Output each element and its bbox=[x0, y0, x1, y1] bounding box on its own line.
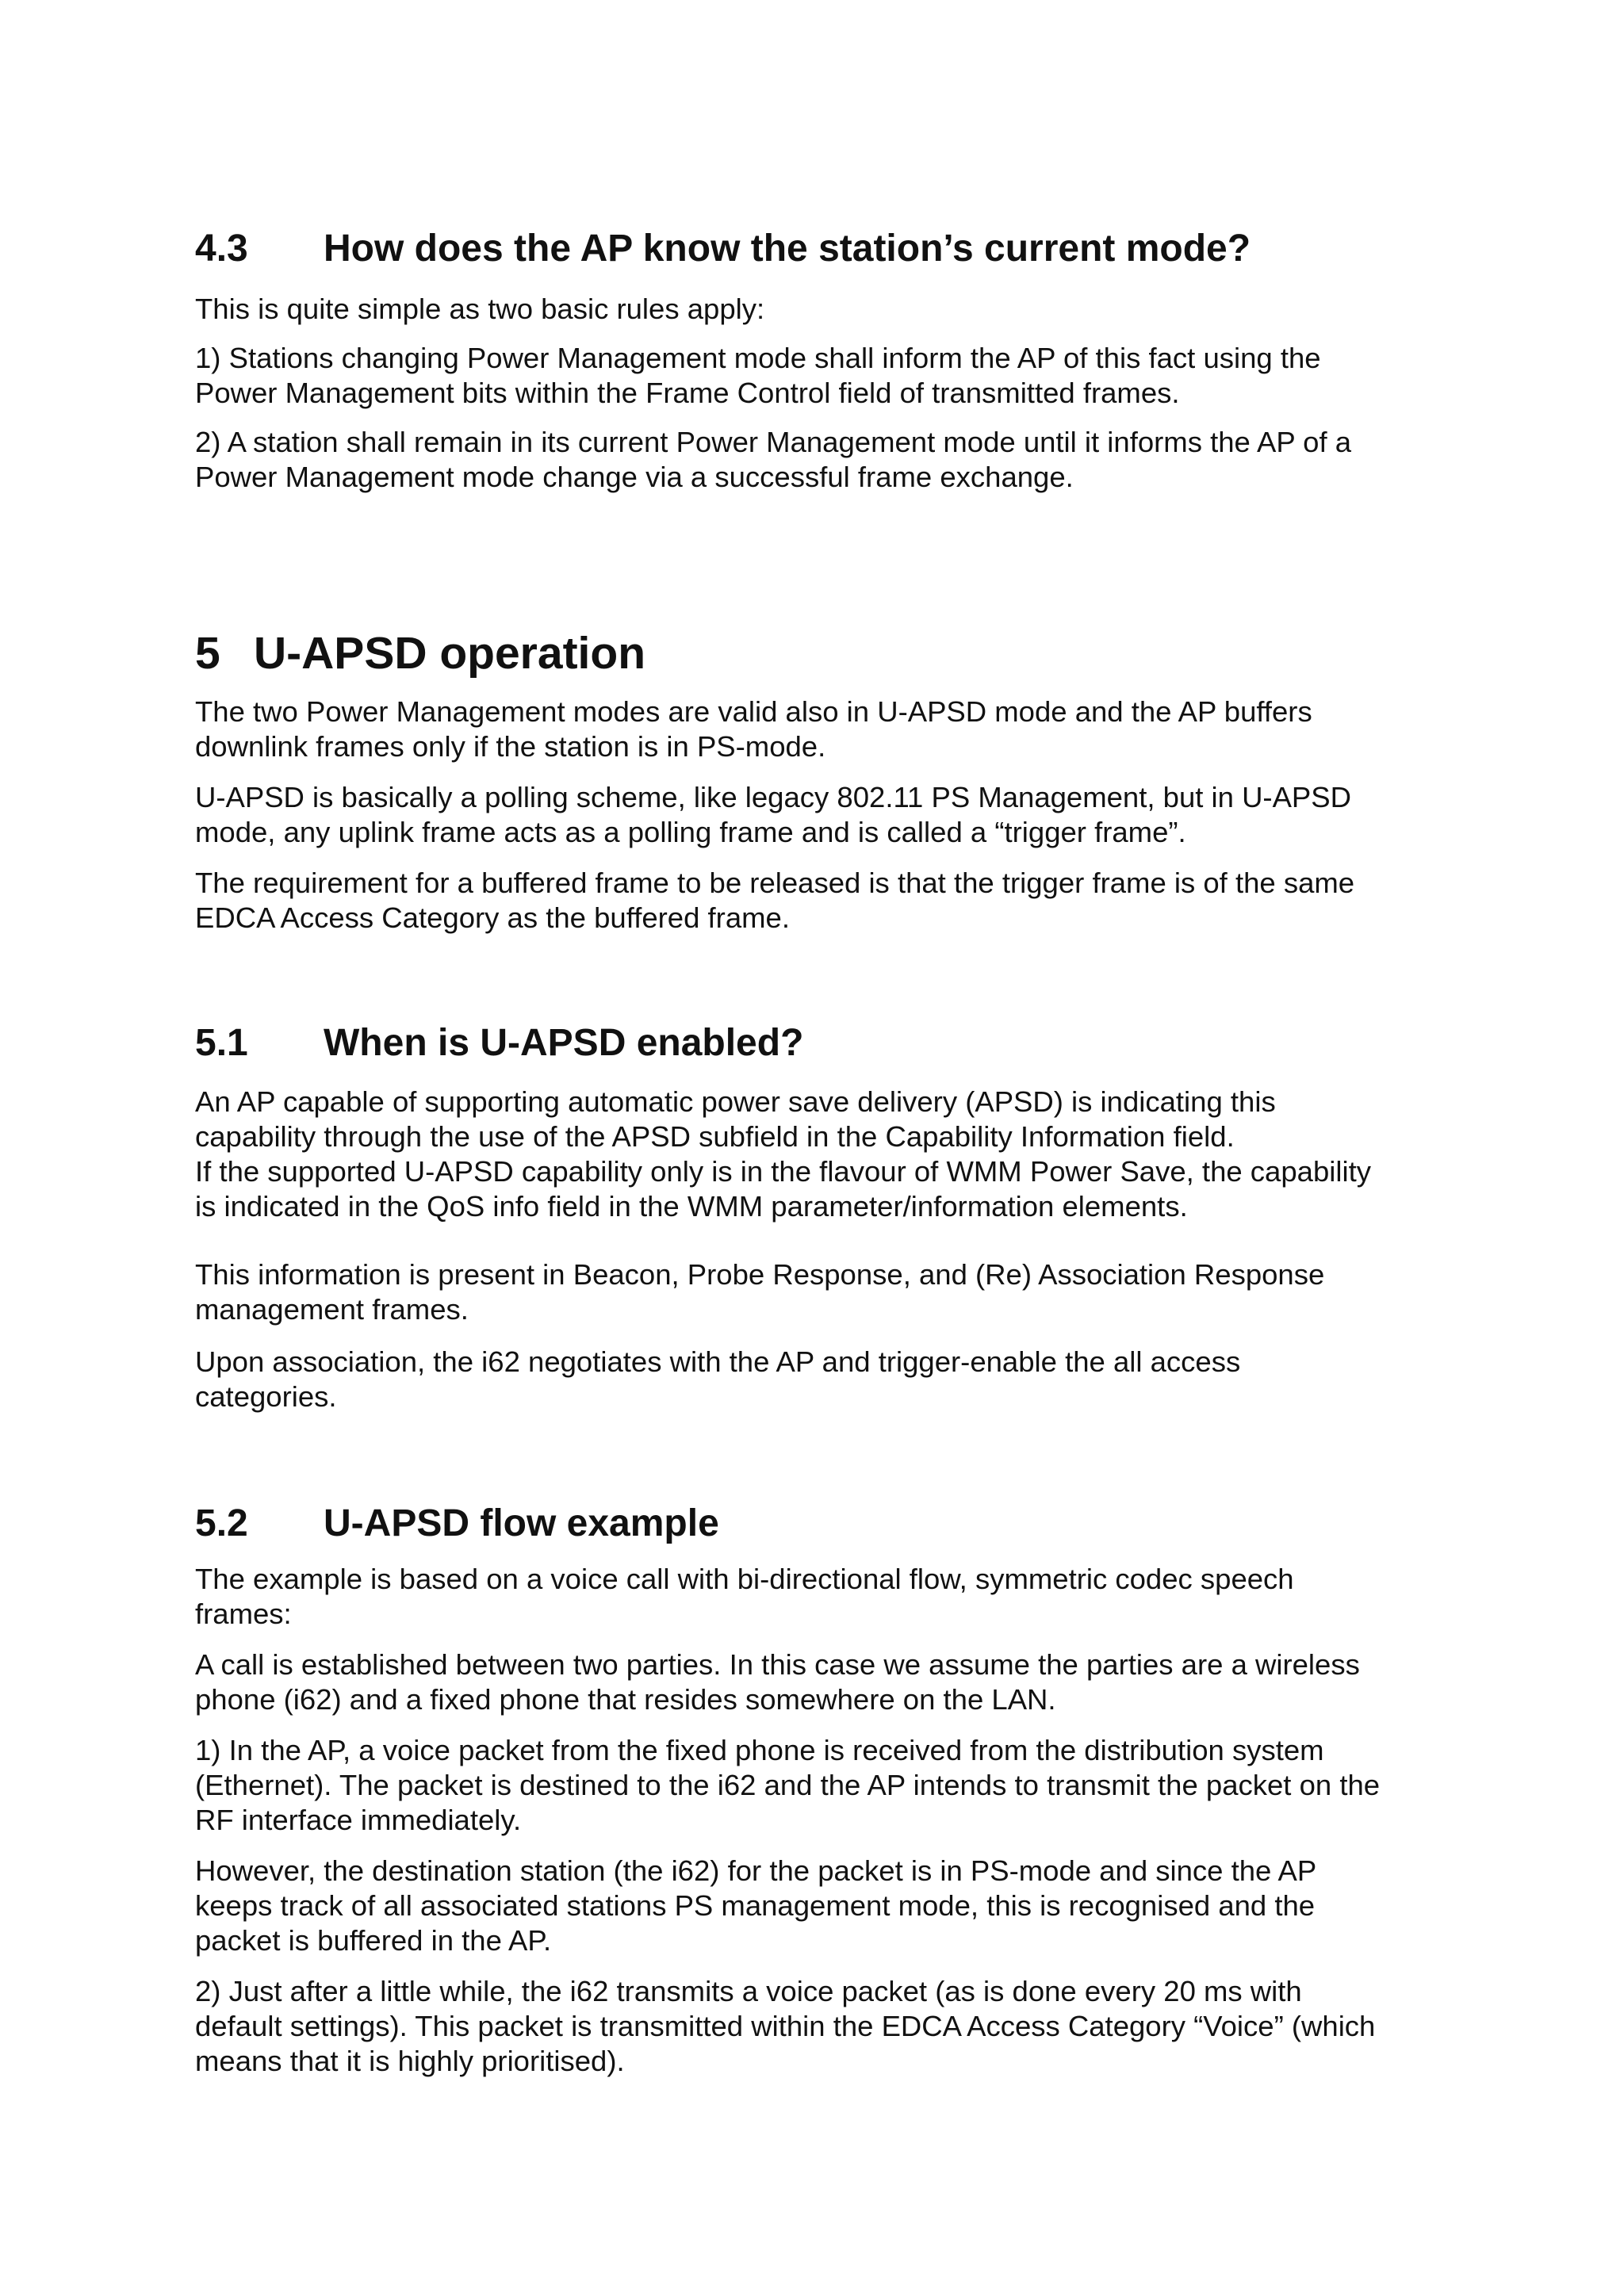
text-line: However, the destination station (the i62) for the packet is in PS-mode and since the AP bbox=[195, 1854, 1317, 1887]
section-number: 5 bbox=[195, 628, 220, 679]
paragraph bbox=[195, 1562, 1448, 1632]
text-line: This information is present in Beacon, Probe Response, and (Re) Association Response bbox=[195, 1258, 1325, 1291]
section-title: When is U-APSD enabled? bbox=[324, 1022, 804, 1064]
text-line: This is quite simple as two basic rules apply: bbox=[195, 293, 765, 325]
text-line: EDCA Access Category as the buffered frame. bbox=[195, 901, 790, 934]
text-line: default settings). This packet is transmitted within the EDCA Access Category “Voice” (which bbox=[195, 2010, 1376, 2042]
text-line: 1) In the AP, a voice packet from the fixed phone is received from the distribution system bbox=[195, 1734, 1324, 1766]
text-line: means that it is highly prioritised). bbox=[195, 2045, 625, 2077]
text-line: An AP capable of supporting automatic power save delivery (APSD) is indicating this bbox=[195, 1085, 1276, 1118]
paragraph bbox=[195, 1085, 1448, 1224]
section-heading-5-2 bbox=[195, 1502, 1448, 1546]
section-number: 4.3 bbox=[195, 228, 248, 270]
section-heading-5 bbox=[195, 628, 1448, 679]
text-line: keeps track of all associated stations PS management mode, this is recognised and the bbox=[195, 1889, 1316, 1922]
paragraph bbox=[195, 866, 1448, 936]
text-line: capability through the use of the APSD subfield in the Capability Information field. bbox=[195, 1120, 1235, 1153]
text-line: The requirement for a buffered frame to be released is that the trigger frame is of the same bbox=[195, 867, 1355, 899]
text-line: phone (i62) and a fixed phone that resides somewhere on the LAN. bbox=[195, 1683, 1056, 1716]
text-line: 2) Just after a little while, the i62 transmits a voice packet (as is done every 20 ms with bbox=[195, 1975, 1302, 2007]
text-line: packet is buffered in the AP. bbox=[195, 1924, 552, 1957]
section-heading-5-1 bbox=[195, 1021, 1448, 1066]
paragraph bbox=[195, 1733, 1448, 1838]
text-line: (Ethernet). The packet is destined to the i62 and the AP intends to transmit the packet on the bbox=[195, 1769, 1381, 1801]
text-line: downlink frames only if the station is in PS-mode. bbox=[195, 730, 826, 763]
text-line: management frames. bbox=[195, 1293, 469, 1326]
section-title: U-APSD operation bbox=[254, 628, 646, 679]
section-title: U-APSD flow example bbox=[324, 1502, 719, 1544]
paragraph bbox=[195, 1345, 1448, 1414]
text-line: frames: bbox=[195, 1598, 292, 1630]
paragraph bbox=[195, 1647, 1448, 1717]
paragraph bbox=[195, 780, 1448, 850]
text-line: U-APSD is basically a polling scheme, like legacy 802.11 PS Management, but in U-APSD bbox=[195, 781, 1351, 813]
paragraph bbox=[195, 425, 1448, 495]
paragraph bbox=[195, 341, 1448, 411]
section-number: 5.2 bbox=[195, 1502, 248, 1544]
text-line: If the supported U-APSD capability only is in the flavour of WMM Power Save, the capability bbox=[195, 1155, 1371, 1188]
paragraph bbox=[195, 1974, 1448, 2079]
text-line: categories. bbox=[195, 1380, 337, 1413]
text-line: 1) Stations changing Power Management mode shall inform the AP of this fact using the bbox=[195, 342, 1321, 374]
text-line: The two Power Management modes are valid also in U-APSD mode and the AP buffers bbox=[195, 695, 1312, 728]
paragraph bbox=[195, 1257, 1448, 1327]
text-line: Power Management mode change via a successful frame exchange. bbox=[195, 461, 1074, 493]
text-line: 2) A station shall remain in its current Power Management mode until it informs the AP of a bbox=[195, 426, 1352, 458]
section-heading-4-3 bbox=[195, 227, 1448, 271]
text-line: The example is based on a voice call with bi-directional flow, symmetric codec speech bbox=[195, 1563, 1294, 1595]
paragraph bbox=[195, 695, 1448, 764]
text-line: mode, any uplink frame acts as a polling frame and is called a “trigger frame”. bbox=[195, 816, 1186, 848]
section-title: How does the AP know the station’s current mode? bbox=[324, 228, 1251, 270]
text-line: Power Management bits within the Frame Control field of transmitted frames. bbox=[195, 377, 1180, 409]
text-line: A call is established between two parties. In this case we assume the parties are a wireless bbox=[195, 1648, 1360, 1681]
text-line: is indicated in the QoS info field in the WMM parameter/information elements. bbox=[195, 1190, 1188, 1223]
text-line: Upon association, the i62 negotiates with the AP and trigger-enable the all access bbox=[195, 1345, 1241, 1378]
section-number: 5.1 bbox=[195, 1022, 248, 1064]
paragraph bbox=[195, 292, 1448, 327]
paragraph bbox=[195, 1854, 1448, 1958]
text-line: RF interface immediately. bbox=[195, 1804, 522, 1836]
